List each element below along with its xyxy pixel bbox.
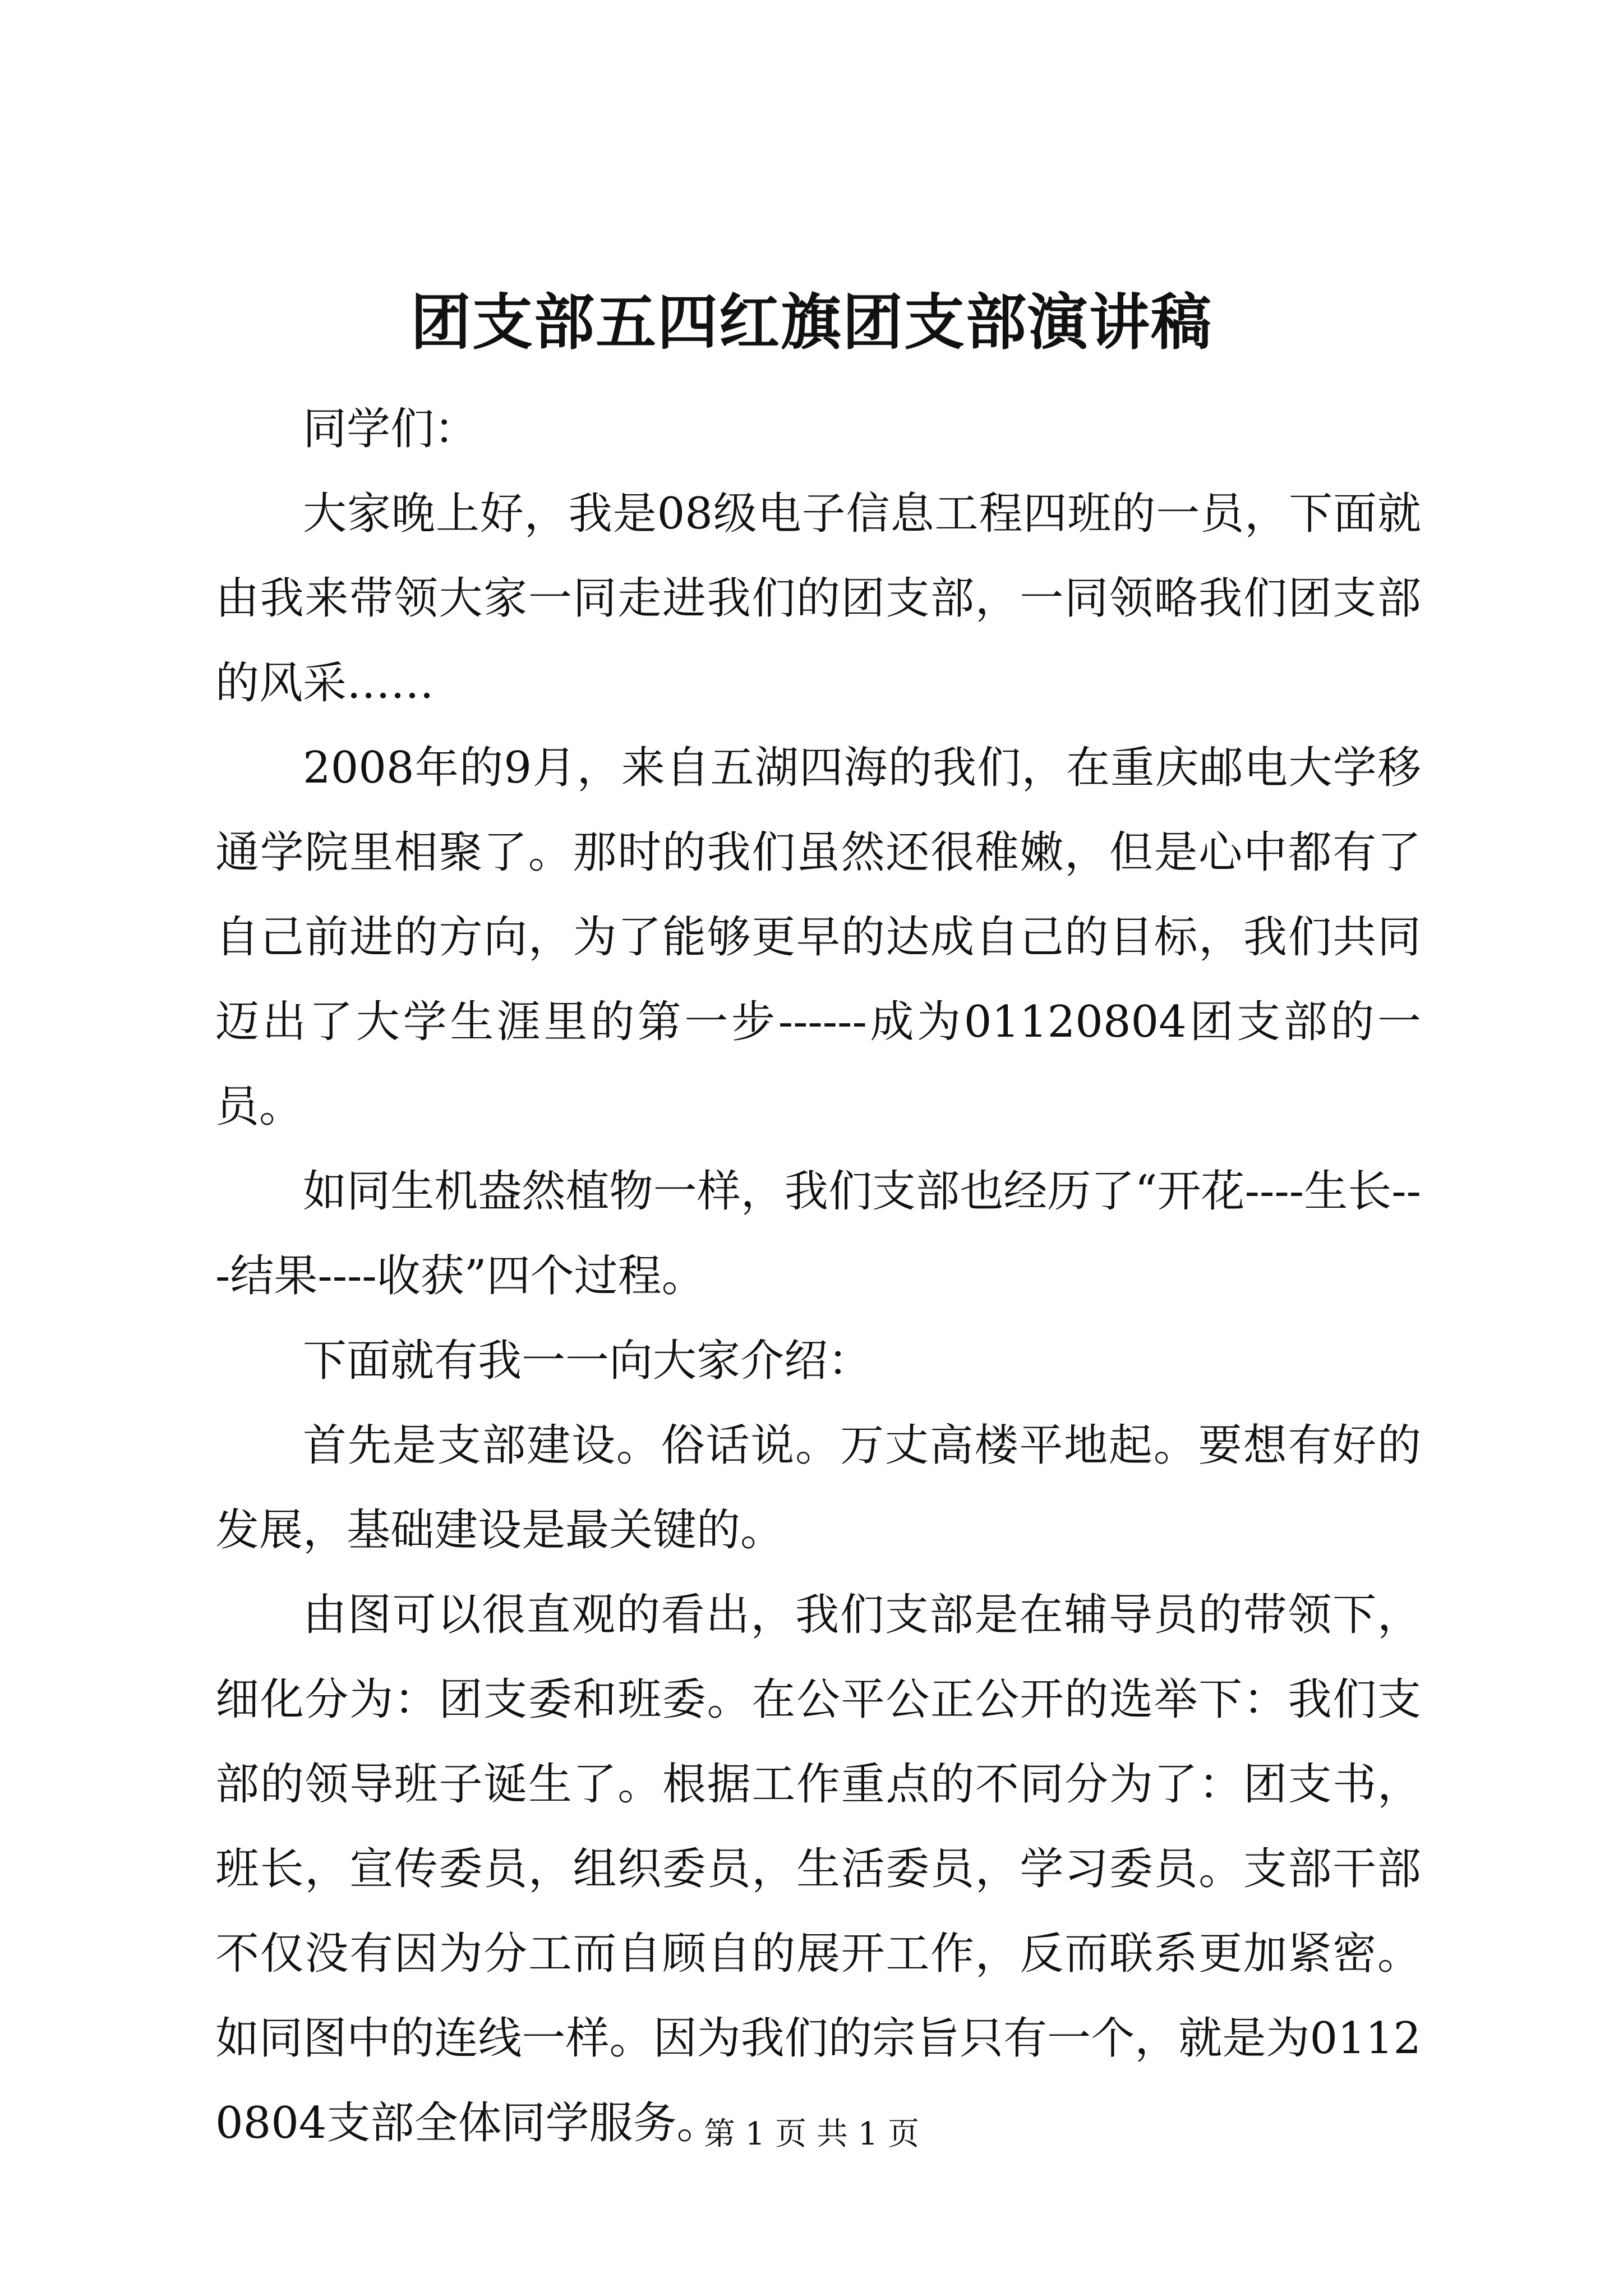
page-number-footer: 第 1 页 共 1 页 (703, 2116, 920, 2152)
paragraph-history: 2008年的9月，来自五湖四海的我们，在重庆邮电大学移通学院里相聚了。那时的我们虽然还很稚嫩，但是心中都有了自己前进的方向，为了能够更早的达成自己的目标，我们共同迈出了大学生涯里的第一步------成为01120804团支部的一员。 (215, 743, 1421, 1132)
paragraph-growth-process: 如同生机盎然植物一样，我们支部也经历了“开花----生长---结果----收获”四个过程。 (215, 1166, 1421, 1301)
document-body (215, 387, 1421, 2166)
paragraph-transition: 下面就有我一一向大家介绍： (303, 1336, 872, 1386)
document-title: 团支部五四红旗团支部演讲稿 (410, 287, 1212, 358)
paragraph-introduction: 大家晚上好，我是08级电子信息工程四班的一员，下面就由我来带领大家一同走进我们的团支部，一同领略我们团支部的风采…… (215, 489, 1421, 708)
paragraph-greeting: 同学们： (303, 404, 478, 454)
paragraph-organization: 由图可以很直观的看出，我们支部是在辅导员的带领下，细化分为：团支委和班委。在公平公正公开的选举下：我们支部的领导班子诞生了。根据工作重点的不同分为了：团支书，班长，宣传委员，组织委员，生活委员，学习委员。支部干部不仅没有因为分工而自顾自的展开工作，反而联系更加紧密。如同图中的连线一样。因为我们的宗旨只有一个，就是为01120804支部全体同学服务。 (215, 1590, 1421, 2148)
paragraph-branch-construction: 首先是支部建设。俗话说。万丈高楼平地起。要想有好的发展，基础建设是最关键的。 (215, 1420, 1421, 1556)
